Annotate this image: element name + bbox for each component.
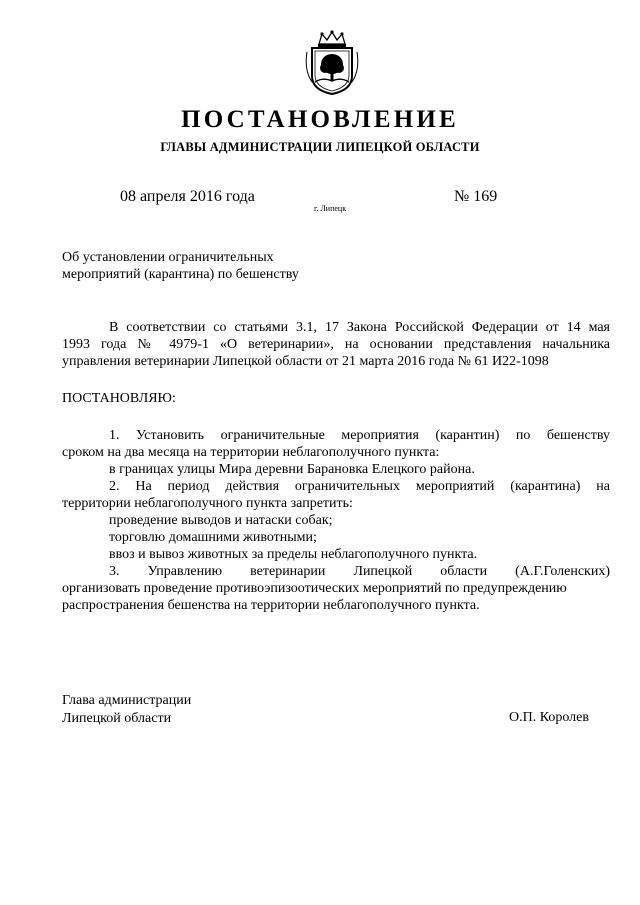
item1-line: 1. Установить ограничительные мероприятия (карантин) по бешенству [109,428,610,443]
preamble-line: В соответствии со статьями 3.1, 17 Закона Российской Федерации от 14 мая [109,320,610,335]
item2-line: ввоз и вывоз животных за пределы неблагополучного пункта. [109,547,478,562]
document-city: г. Липецк [314,204,347,213]
signature-position-line: Липецкой области [62,711,172,726]
item2-line: торговлю домашними животными; [109,530,317,545]
signature-position-line: Глава администрации [62,693,192,708]
preamble-line: управления ветеринарии Липецкой области от 21 марта 2016 года № 61 И22-1098 [62,354,549,369]
resolve-heading: ПОСТАНОВЛЯЮ: [62,391,176,406]
document-subtitle: ГЛАВЫ АДМИНИСТРАЦИИ ЛИПЕЦКОЙ ОБЛАСТИ [160,140,480,154]
document-title: ПОСТАНОВЛЕНИЕ [181,106,459,133]
item3-line: распространения бешенства на территории неблагополучного пункта. [62,598,480,613]
document-number: № 169 [454,188,498,205]
item2-line: 2. На период действия ограничительных мероприятий (карантина) на [109,479,610,494]
item2-line: проведение выводов и натаски собак; [109,513,333,528]
item3-line: 3. Управлению ветеринарии Липецкой области (А.Г.Голенских) [109,564,610,579]
document-body [62,319,610,614]
document-date: 08 апреля 2016 года [120,188,255,205]
item3-line: организовать проведение противоэпизоотических мероприятий по предупреждению [62,581,567,596]
preamble-line: 1993 года № 4979-1 «О ветеринарии», на основании представления начальника [62,337,610,352]
item1-line: сроком на два месяца на территории неблагополучного пункта: [62,445,440,460]
item2-line: территории неблагополучного пункта запретить: [62,496,353,511]
document-subject [62,249,362,283]
signature-position [62,692,191,728]
item1-line: в границах улицы Мира деревни Барановка Елецкого района. [109,462,475,477]
subject-line: Об установлении ограничительных [62,250,274,265]
lipetsk-coat-of-arms-icon [303,30,361,96]
subject-line: мероприятий (карантина) по бешенству [62,267,299,282]
signer-name: О.П. Королев [509,710,589,725]
